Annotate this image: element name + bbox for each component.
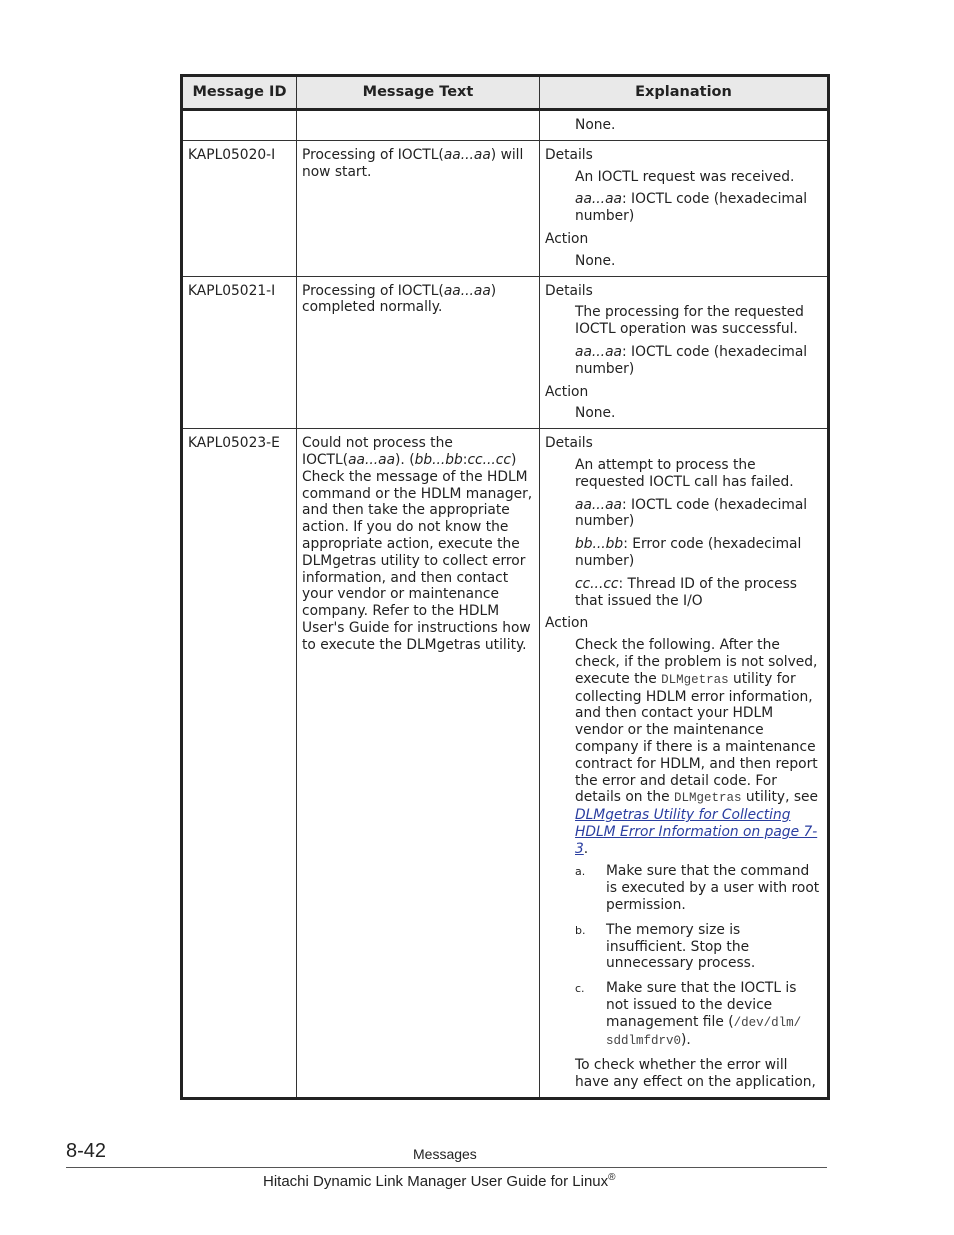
table-row [182, 276, 829, 429]
page-number: 8-42 [66, 1140, 107, 1162]
variable-desc: bb...bb: Error code (hexadecimal number) [575, 536, 802, 569]
footer-section: Messages [413, 1146, 477, 1162]
details-label: Details [545, 435, 593, 452]
continuation-text: None. [575, 117, 616, 133]
action-text: None. [575, 252, 616, 269]
message-table [180, 74, 830, 1100]
header-message-text: Message Text [297, 76, 540, 110]
message-text: Processing of IOCTL(aa...aa) will now start. [297, 140, 540, 276]
cross-reference-link[interactable]: DLMgetras Utility for Collecting HDLM Error Information on page 7-3 [575, 807, 818, 857]
action-final-text: To check whether the error will have any effect on the application, [575, 1057, 816, 1091]
explanation [540, 429, 829, 1099]
variable-desc: aa...aa: IOCTL code (hexadecimal number) [575, 343, 808, 377]
details-text: An attempt to process the requested IOCTL call has failed. [575, 456, 794, 490]
list-item: a. Make sure that the command is executed by a user with root permission. [575, 863, 820, 914]
variable-desc: aa...aa: IOCTL code (hexadecimal number) [575, 191, 808, 225]
message-id: KAPL05020-I [182, 140, 297, 276]
explanation [540, 276, 829, 429]
action-label: Action [545, 615, 589, 632]
details-label: Details [545, 146, 593, 163]
action-label: Action [545, 383, 589, 400]
explanation [540, 140, 829, 276]
variable-desc: cc...cc: Thread ID of the process that issued the I/O [575, 575, 797, 609]
action-text: Check the following. After the check, if the problem is not solved, execute the DLMgetras utility for collecting HDLM error information, and then contact your HDLM vendor or the maintenance company if there is a maintenance contract for HDLM, and then report the error and detail code. For details on the DLMgetras utility, see DLMgetras Utility for Collecting HDLM Error Information on page 7-3. [575, 637, 819, 857]
variable-desc: aa...aa: IOCTL code (hexadecimal number) [575, 496, 808, 530]
action-text: None. [575, 405, 616, 422]
table-row-continuation [182, 110, 829, 141]
footer-divider [66, 1167, 827, 1168]
message-id: KAPL05021-I [182, 276, 297, 429]
header-message-id: Message ID [182, 76, 297, 110]
footer-book-title: Hitachi Dynamic Link Manager User Guide for Linux® [263, 1172, 616, 1190]
table-row [182, 140, 829, 276]
message-text: Processing of IOCTL(aa...aa) completed normally. [297, 276, 540, 429]
action-label: Action [545, 230, 589, 247]
details-text: An IOCTL request was received. [575, 168, 795, 185]
header-explanation: Explanation [540, 76, 829, 110]
message-id: KAPL05023-E [182, 429, 297, 1099]
message-text: Could not process the IOCTL(aa...aa). (bb...bb:cc...cc) Check the message of the HDLM command or the HDLM manager, and then take the appropriate action. If you do not know the appropriate action, execute the DLMgetras utility to collect error information, and then contact your vendor or maintenance company. Refer to the HDLM User's Guide for instructions how to execute the DLMgetras utility. [297, 429, 540, 1099]
list-item: b. The memory size is insufficient. Stop the unnecessary process. [575, 921, 756, 972]
details-label: Details [545, 282, 593, 299]
table-row [182, 429, 829, 1099]
table-header-row [182, 76, 829, 110]
details-text: The processing for the requested IOCTL operation was successful. [575, 304, 804, 338]
list-item: c. Make sure that the IOCTL is not issued to the device management file (/dev/dlm/ sddlmfdrv0). [575, 980, 802, 1048]
